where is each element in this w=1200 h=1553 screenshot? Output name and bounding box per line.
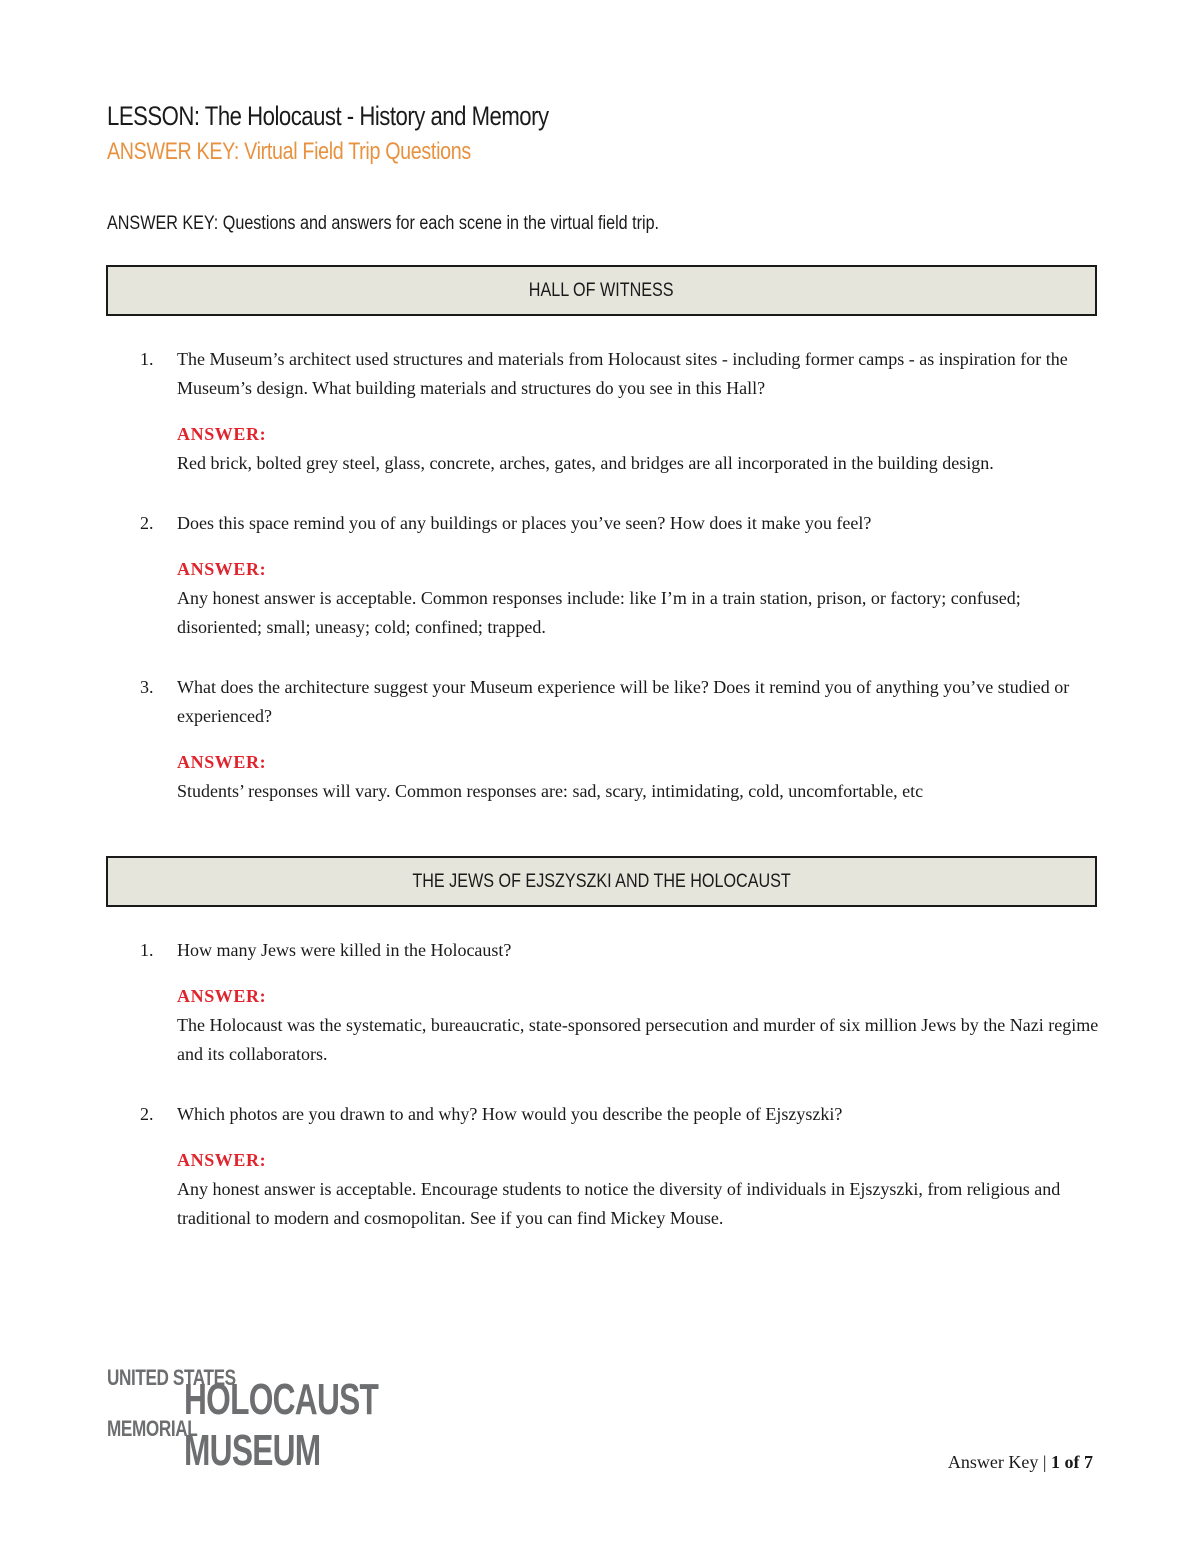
answer-text: Any honest answer is acceptable. Common responses include: like I’m in a train station, prison, or factory; confused; disoriented; small; uneasy; cold; confined; trapped. [177, 588, 1021, 637]
answer-text: Students’ responses will vary. Common responses are: sad, scary, intimidating, cold, uncomfortable, etc [177, 781, 924, 801]
section-title: HALL OF WITNESS [529, 279, 674, 301]
question-number: 1. [140, 349, 154, 369]
answer-label: ANSWER: [177, 559, 267, 579]
section-title: THE JEWS OF EJSZYSZKI AND THE HOLOCAUST [412, 870, 791, 892]
question-number: 1. [140, 940, 154, 960]
qa-item [140, 345, 1100, 478]
logo-line-museum: MUSEUM [184, 1426, 321, 1475]
question-number: 2. [140, 513, 154, 533]
answer-text: The Holocaust was the systematic, bureaucratic, state-sponsored persecution and murder of six million Jews by the Nazi regime and its collaborators. [177, 1015, 1099, 1064]
qa-item [140, 1100, 1100, 1233]
question-text: Does this space remind you of any buildings or places you’ve seen? How does it make you feel? [177, 513, 872, 533]
answer-label: ANSWER: [177, 1150, 267, 1170]
footer-label: Answer Key | [947, 1452, 1047, 1472]
answer-label: ANSWER: [177, 424, 267, 444]
page-number: 1 of 7 [1051, 1452, 1093, 1472]
question-text: The Museum’s architect used structures and materials from Holocaust sites - including former camps - as inspiration for the Museum’s design. What building materials and structures do you see in this Hall? [177, 349, 1068, 398]
logo-line-memorial: MEMORIAL [107, 1416, 198, 1441]
question-text: Which photos are you drawn to and why? How would you describe the people of Ejszyszki? [177, 1104, 843, 1124]
answer-label: ANSWER: [177, 986, 267, 1006]
answer-key-subtitle: ANSWER KEY: Virtual Field Trip Questions [107, 138, 471, 165]
question-text: How many Jews were killed in the Holocaust? [177, 940, 512, 960]
logo-line-holocaust: HOLOCAUST [184, 1375, 379, 1424]
section-header-hall-of-witness [106, 265, 1097, 316]
section-header-jews-of-ejszyszki [106, 856, 1097, 907]
lesson-title: LESSON: The Holocaust - History and Memory [107, 101, 549, 131]
qa-item [140, 673, 1100, 806]
question-number: 3. [140, 677, 154, 697]
qa-item [140, 936, 1100, 1069]
qa-list-hall-of-witness [140, 345, 1100, 806]
question-number: 2. [140, 1104, 154, 1124]
qa-list-jews-of-ejszyszki [140, 936, 1100, 1233]
ushmm-logo [107, 1361, 379, 1475]
page-footer [948, 1452, 1093, 1473]
logo-line-united-states: UNITED STATES [107, 1365, 236, 1390]
intro-text: ANSWER KEY: Questions and answers for each scene in the virtual field trip. [107, 213, 660, 234]
question-text: What does the architecture suggest your Museum experience will be like? Does it remind you of anything you’ve studied or experienced? [177, 677, 1070, 726]
answer-label: ANSWER: [177, 752, 267, 772]
qa-item [140, 509, 1100, 642]
answer-text: Any honest answer is acceptable. Encourage students to notice the diversity of individuals in Ejszyszki, from religious and traditional to modern and cosmopolitan. See if you can find Mickey Mouse. [177, 1179, 1061, 1228]
answer-text: Red brick, bolted grey steel, glass, concrete, arches, gates, and bridges are all incorporated in the building design. [177, 453, 994, 473]
